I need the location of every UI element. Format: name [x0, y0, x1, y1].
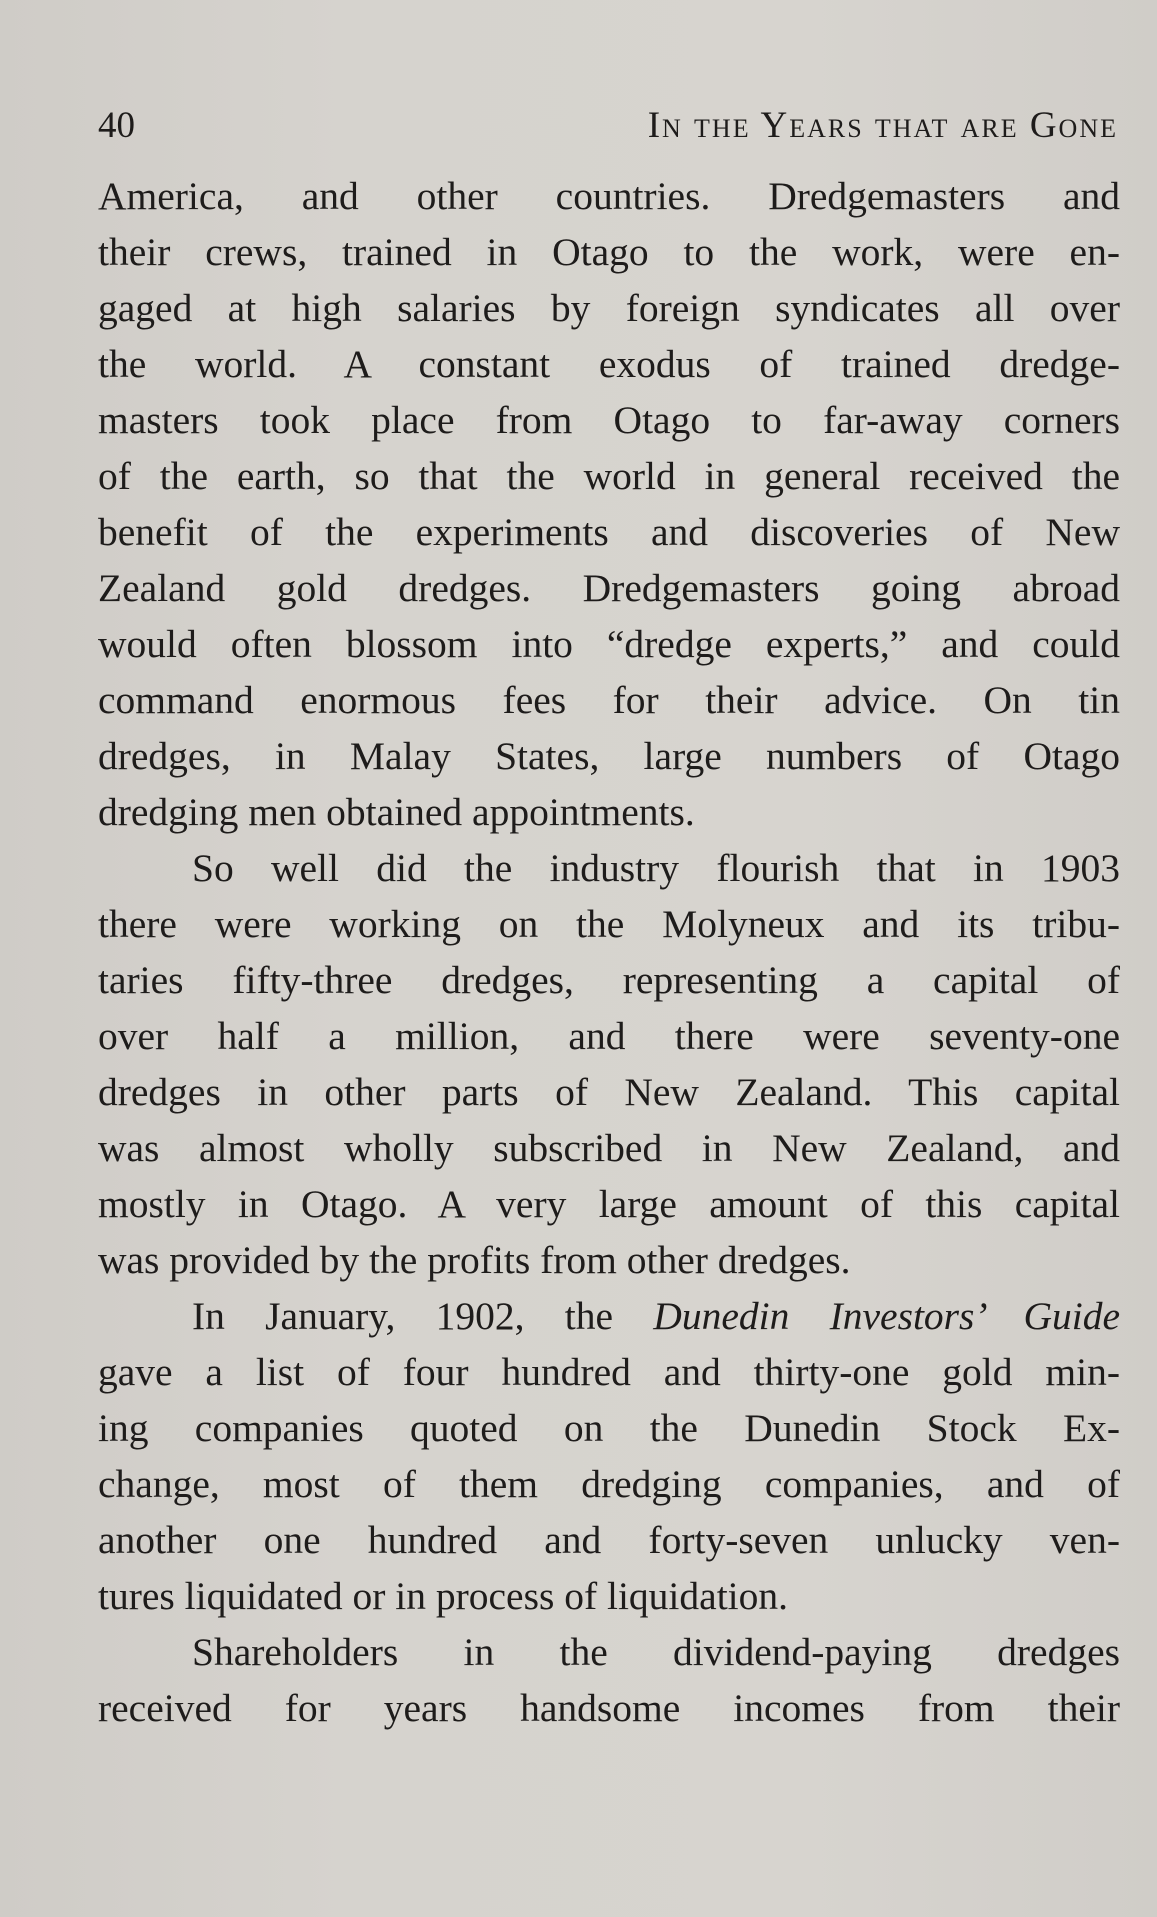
page-number: 40 [98, 105, 135, 146]
text-line: dredges in other parts of New Zealand. This capital [98, 1070, 1120, 1114]
text-line: dredging men obtained appointments. [98, 790, 695, 834]
text-line: America, and other countries. Dredgemasters and [98, 174, 1120, 218]
text-line: taries fifty-three dredges, representing a capital of [98, 958, 1120, 1002]
text-line: benefit of the experiments and discoveries of New [98, 510, 1120, 554]
text-line: masters took place from Otago to far-away corners [98, 398, 1120, 442]
text-run: In January, 1902, the [192, 1294, 654, 1338]
text-line: mostly in Otago. A very large amount of this capital [98, 1182, 1120, 1226]
text-line: there were working on the Molyneux and its tribu- [98, 902, 1120, 946]
running-title: In the Years that are Gone [647, 105, 1118, 146]
book-title-italic: Dunedin Investors’ Guide [653, 1294, 1120, 1338]
text-line: ing companies quoted on the Dunedin Stock Ex- [98, 1406, 1120, 1450]
text-line: dredges, in Malay States, large numbers of Otago [98, 734, 1120, 778]
text-line: command enormous fees for their advice. On tin [98, 678, 1120, 722]
text-line: would often blossom into “dredge experts,” and could [98, 622, 1120, 666]
text-line: their crews, trained in Otago to the work, were en- [98, 230, 1120, 274]
text-line: over half a million, and there were seventy-one [98, 1014, 1120, 1058]
paragraph [98, 168, 1120, 840]
text-line: received for years handsome incomes from their [98, 1686, 1120, 1730]
text-line: So well did the industry flourish that in 1903 [192, 846, 1120, 890]
running-head [98, 96, 1120, 156]
text-line: another one hundred and forty-seven unlucky ven- [98, 1518, 1120, 1562]
text-line: was provided by the profits from other dredges. [98, 1238, 851, 1282]
text-line: was almost wholly subscribed in New Zealand, and [98, 1126, 1120, 1170]
text-line: the world. A constant exodus of trained dredge- [98, 342, 1120, 386]
text-line: tures liquidated or in process of liquidation. [98, 1574, 789, 1618]
text-line: of the earth, so that the world in general received the [98, 454, 1120, 498]
text-line: gave a list of four hundred and thirty-one gold min- [98, 1350, 1120, 1394]
paragraph [98, 1288, 1120, 1624]
paragraph [98, 840, 1120, 1288]
text-line: Shareholders in the dividend-paying dredges [192, 1630, 1120, 1674]
text-line [98, 1288, 1120, 1344]
text-line: gaged at high salaries by foreign syndicates all over [98, 286, 1120, 330]
text-line: change, most of them dredging companies, and of [98, 1462, 1120, 1506]
body-text [98, 168, 1120, 1736]
text-line: Zealand gold dredges. Dredgemasters going abroad [98, 566, 1120, 610]
book-page [98, 96, 1120, 1736]
paragraph [98, 1624, 1120, 1736]
